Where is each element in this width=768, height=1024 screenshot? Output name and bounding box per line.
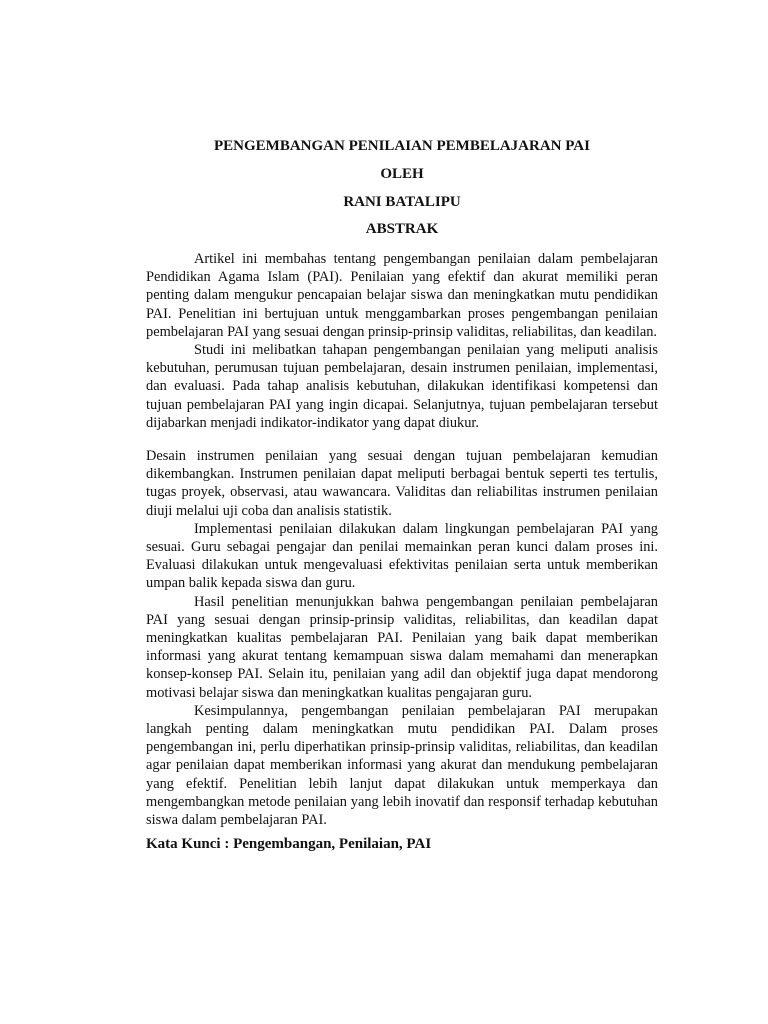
abstract-paragraph: Kesimpulannya, pengembangan penilaian pembelajaran PAI merupakan langkah penting dalam meningkatkan mutu pendidikan PAI. Dalam proses pengembangan ini, perlu diperhatikan prinsip-prinsip validitas, reliabilitas, dan keadilan agar penilaian dapat memberikan informasi yang akurat dan mendukung pembelajaran yang efektif. Penelitian lebih lanjut dapat dilakukan untuk memperkaya dan mengembangkan metode penilaian yang lebih inovatif dan responsif terhadap kebutuhan siswa dalam pembelajaran PAI. [146, 702, 658, 829]
abstract-paragraph: Desain instrumen penilaian yang sesuai dengan tujuan pembelajaran kemudian dikembangkan. Instrumen penilaian dapat meliputi berbagai bentuk seperti tes tertulis, tugas proyek, observasi, atau wawancara. Validitas dan reliabilitas instrumen penilaian diuji melalui uji coba dan analisis statistik. [146, 448, 658, 519]
author-name: RANI BATALIPU [343, 194, 461, 210]
by-label: OLEH [380, 166, 424, 182]
abstract-paragraph: Hasil penelitian menunjukkan bahwa pengembangan penilaian pembelajaran PAI yang sesuai dengan prinsip-prinsip validitas, reliabilitas, dan keadilan dapat meningkatkan kualitas pembelajaran PAI. Penilaian yang baik dapat memberikan informasi yang akurat tentang kemampuan siswa dalam memahami dan menerapkan konsep-konsep PAI. Selain itu, penilaian yang adil dan objektif juga dapat mendorong motivasi belajar siswa dan meningkatkan kualitas pengajaran guru. [146, 593, 658, 701]
keywords-line: Kata Kunci : Pengembangan, Penilaian, PAI [146, 836, 432, 852]
abstract-heading: ABSTRAK [365, 221, 439, 237]
abstract-paragraph: Studi ini melibatkan tahapan pengembangan penilaian yang meliputi analisis kebutuhan, perumusan tujuan pembelajaran, desain instrumen penilaian, implementasi, dan evaluasi. Pada tahap analisis kebutuhan, dilakukan identifikasi kompetensi dan tujuan pembelajaran PAI yang ingin dicapai. Selanjutnya, tujuan pembelajaran tersebut dijabarkan menjadi indikator-indikator yang dapat diukur. [146, 342, 658, 431]
abstract-paragraph: Artikel ini membahas tentang pengembangan penilaian dalam pembelajaran Pendidikan Agama Islam (PAI). Penilaian yang efektif dan akurat memiliki peran penting dalam mengukur pencapaian belajar siswa dan meningkatkan mutu pendidikan PAI. Penelitian ini bertujuan untuk menggambarkan proses pengembangan penilaian pembelajaran PAI yang sesuai dengan prinsip-prinsip validitas, reliabilitas, dan keadilan. [146, 251, 658, 340]
abstract-body-second [146, 447, 658, 829]
document-title: PENGEMBANGAN PENILAIAN PEMBELAJARAN PAI [214, 138, 590, 154]
abstract-paragraph: Implementasi penilaian dilakukan dalam lingkungan pembelajaran PAI yang sesuai. Guru sebagai pengajar dan penilai memainkan peran kunci dalam proses ini. Evaluasi dilakukan untuk mengevaluasi efektivitas penilaian serta untuk memberikan umpan balik kepada siswa dan guru. [146, 520, 658, 592]
abstract-body-first [146, 250, 658, 432]
